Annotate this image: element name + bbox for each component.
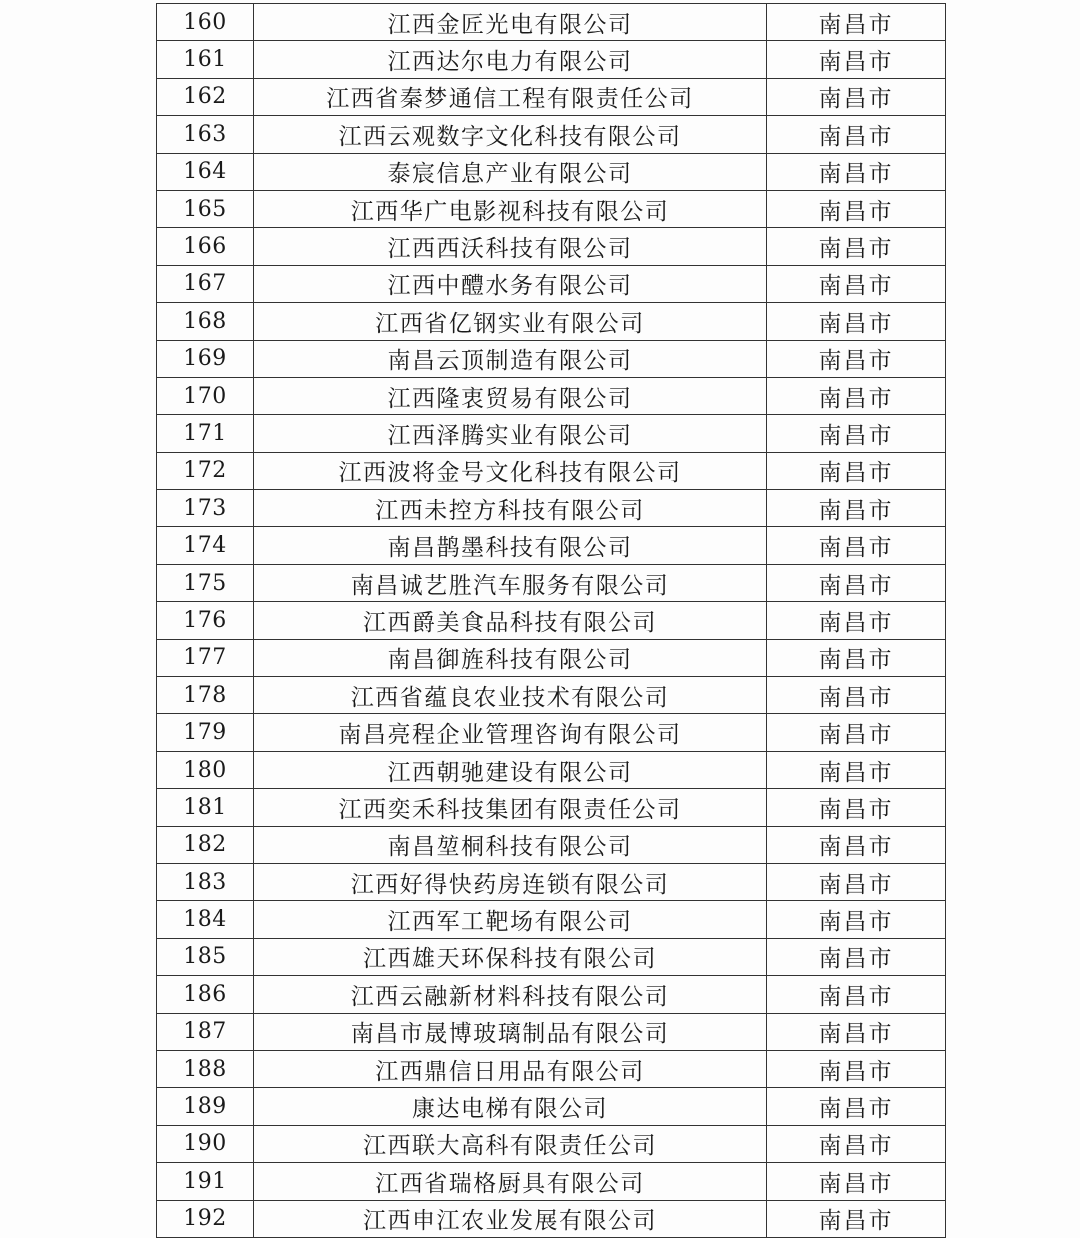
row-number-cell: 178 xyxy=(157,677,254,714)
row-number-cell: 186 xyxy=(157,976,254,1013)
company-name-cell: 南昌诚艺胜汽车服务有限公司 xyxy=(254,564,767,601)
row-number-cell: 162 xyxy=(157,78,254,115)
company-name-cell: 江西省蕴良农业技术有限公司 xyxy=(254,677,767,714)
company-list-table xyxy=(156,3,946,1238)
table-row xyxy=(157,1163,946,1200)
company-name-cell: 南昌御旌科技有限公司 xyxy=(254,639,767,676)
row-number-cell: 177 xyxy=(157,639,254,676)
row-number-cell: 169 xyxy=(157,340,254,377)
city-cell: 南昌市 xyxy=(767,190,946,227)
company-name-cell: 南昌堃桐科技有限公司 xyxy=(254,826,767,863)
table-row xyxy=(157,901,946,938)
company-name-cell: 江西西沃科技有限公司 xyxy=(254,228,767,265)
table-row xyxy=(157,1013,946,1050)
table-row xyxy=(157,153,946,190)
city-cell: 南昌市 xyxy=(767,602,946,639)
company-name-cell: 江西华广电影视科技有限公司 xyxy=(254,190,767,227)
row-number-cell: 174 xyxy=(157,527,254,564)
company-name-cell: 南昌市晟博玻璃制品有限公司 xyxy=(254,1013,767,1050)
table-row xyxy=(157,1088,946,1125)
table-row xyxy=(157,938,946,975)
company-name-cell: 江西隆衷贸易有限公司 xyxy=(254,377,767,414)
row-number-cell: 183 xyxy=(157,863,254,900)
city-cell: 南昌市 xyxy=(767,116,946,153)
row-number-cell: 184 xyxy=(157,901,254,938)
city-cell: 南昌市 xyxy=(767,452,946,489)
company-name-cell: 江西省亿钢实业有限公司 xyxy=(254,303,767,340)
city-cell: 南昌市 xyxy=(767,153,946,190)
city-cell: 南昌市 xyxy=(767,265,946,302)
city-cell: 南昌市 xyxy=(767,901,946,938)
table-row xyxy=(157,452,946,489)
table-row xyxy=(157,415,946,452)
table-row xyxy=(157,116,946,153)
table-row xyxy=(157,751,946,788)
table-row xyxy=(157,377,946,414)
table-row xyxy=(157,41,946,78)
table-row xyxy=(157,1200,946,1237)
row-number-cell: 188 xyxy=(157,1050,254,1087)
table-row xyxy=(157,863,946,900)
row-number-cell: 168 xyxy=(157,303,254,340)
city-cell: 南昌市 xyxy=(767,1050,946,1087)
company-name-cell: 江西申江农业发展有限公司 xyxy=(254,1200,767,1237)
row-number-cell: 189 xyxy=(157,1088,254,1125)
city-cell: 南昌市 xyxy=(767,228,946,265)
row-number-cell: 191 xyxy=(157,1163,254,1200)
table-row xyxy=(157,976,946,1013)
company-name-cell: 江西达尔电力有限公司 xyxy=(254,41,767,78)
company-name-cell: 康达电梯有限公司 xyxy=(254,1088,767,1125)
city-cell: 南昌市 xyxy=(767,527,946,564)
company-name-cell: 江西雄天环保科技有限公司 xyxy=(254,938,767,975)
city-cell: 南昌市 xyxy=(767,303,946,340)
city-cell: 南昌市 xyxy=(767,1200,946,1237)
table-row xyxy=(157,826,946,863)
city-cell: 南昌市 xyxy=(767,1088,946,1125)
city-cell: 南昌市 xyxy=(767,1125,946,1162)
table-row xyxy=(157,265,946,302)
city-cell: 南昌市 xyxy=(767,639,946,676)
table-row xyxy=(157,1050,946,1087)
city-cell: 南昌市 xyxy=(767,1013,946,1050)
city-cell: 南昌市 xyxy=(767,863,946,900)
row-number-cell: 167 xyxy=(157,265,254,302)
city-cell: 南昌市 xyxy=(767,490,946,527)
table-row xyxy=(157,789,946,826)
company-name-cell: 江西波将金号文化科技有限公司 xyxy=(254,452,767,489)
city-cell: 南昌市 xyxy=(767,4,946,41)
table-row xyxy=(157,677,946,714)
city-cell: 南昌市 xyxy=(767,340,946,377)
table-row xyxy=(157,527,946,564)
company-name-cell: 江西军工靶场有限公司 xyxy=(254,901,767,938)
city-cell: 南昌市 xyxy=(767,415,946,452)
table-row xyxy=(157,714,946,751)
company-name-cell: 江西省秦梦通信工程有限责任公司 xyxy=(254,78,767,115)
row-number-cell: 173 xyxy=(157,490,254,527)
row-number-cell: 164 xyxy=(157,153,254,190)
city-cell: 南昌市 xyxy=(767,938,946,975)
row-number-cell: 182 xyxy=(157,826,254,863)
table-row xyxy=(157,564,946,601)
table-body xyxy=(157,4,946,1238)
row-number-cell: 175 xyxy=(157,564,254,601)
table-row xyxy=(157,1125,946,1162)
row-number-cell: 170 xyxy=(157,377,254,414)
company-name-cell: 泰宸信息产业有限公司 xyxy=(254,153,767,190)
table-row xyxy=(157,303,946,340)
row-number-cell: 160 xyxy=(157,4,254,41)
company-name-cell: 江西奕禾科技集团有限责任公司 xyxy=(254,789,767,826)
row-number-cell: 179 xyxy=(157,714,254,751)
company-name-cell: 江西金匠光电有限公司 xyxy=(254,4,767,41)
row-number-cell: 176 xyxy=(157,602,254,639)
city-cell: 南昌市 xyxy=(767,826,946,863)
company-name-cell: 江西鼎信日用品有限公司 xyxy=(254,1050,767,1087)
city-cell: 南昌市 xyxy=(767,751,946,788)
company-name-cell: 江西中醴水务有限公司 xyxy=(254,265,767,302)
company-name-cell: 江西省瑞格厨具有限公司 xyxy=(254,1163,767,1200)
row-number-cell: 181 xyxy=(157,789,254,826)
row-number-cell: 165 xyxy=(157,190,254,227)
company-name-cell: 江西云观数字文化科技有限公司 xyxy=(254,116,767,153)
city-cell: 南昌市 xyxy=(767,564,946,601)
company-name-cell: 南昌鹊墨科技有限公司 xyxy=(254,527,767,564)
company-name-cell: 南昌云顶制造有限公司 xyxy=(254,340,767,377)
city-cell: 南昌市 xyxy=(767,789,946,826)
company-name-cell: 江西爵美食品科技有限公司 xyxy=(254,602,767,639)
city-cell: 南昌市 xyxy=(767,714,946,751)
table-row xyxy=(157,639,946,676)
city-cell: 南昌市 xyxy=(767,377,946,414)
row-number-cell: 163 xyxy=(157,116,254,153)
city-cell: 南昌市 xyxy=(767,976,946,1013)
company-name-cell: 江西好得快药房连锁有限公司 xyxy=(254,863,767,900)
city-cell: 南昌市 xyxy=(767,1163,946,1200)
table-row xyxy=(157,78,946,115)
company-name-cell: 江西未控方科技有限公司 xyxy=(254,490,767,527)
table-row xyxy=(157,190,946,227)
table-row xyxy=(157,340,946,377)
row-number-cell: 172 xyxy=(157,452,254,489)
table-row xyxy=(157,4,946,41)
city-cell: 南昌市 xyxy=(767,78,946,115)
row-number-cell: 185 xyxy=(157,938,254,975)
company-name-cell: 江西泽腾实业有限公司 xyxy=(254,415,767,452)
company-name-cell: 江西联大高科有限责任公司 xyxy=(254,1125,767,1162)
row-number-cell: 171 xyxy=(157,415,254,452)
company-name-cell: 南昌亮程企业管理咨询有限公司 xyxy=(254,714,767,751)
row-number-cell: 192 xyxy=(157,1200,254,1237)
table-row xyxy=(157,490,946,527)
row-number-cell: 187 xyxy=(157,1013,254,1050)
city-cell: 南昌市 xyxy=(767,41,946,78)
company-name-cell: 江西朝驰建设有限公司 xyxy=(254,751,767,788)
company-name-cell: 江西云融新材料科技有限公司 xyxy=(254,976,767,1013)
row-number-cell: 166 xyxy=(157,228,254,265)
table-row xyxy=(157,228,946,265)
row-number-cell: 180 xyxy=(157,751,254,788)
table-row xyxy=(157,602,946,639)
city-cell: 南昌市 xyxy=(767,677,946,714)
row-number-cell: 161 xyxy=(157,41,254,78)
row-number-cell: 190 xyxy=(157,1125,254,1162)
